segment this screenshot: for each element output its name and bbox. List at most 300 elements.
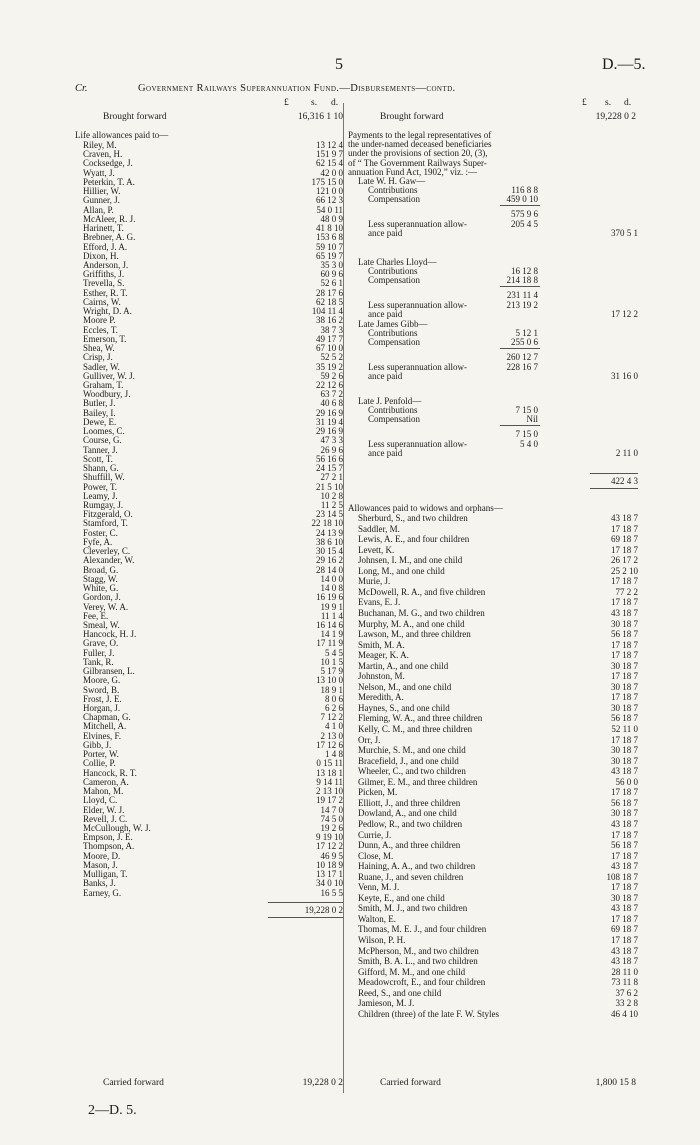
life-allowance-row-amount: 11 1 4 (320, 610, 343, 621)
life-allowance-row-amount: 26 9 6 (320, 444, 343, 455)
life-allowance-row-amount: 48 0 9 (320, 213, 343, 224)
life-allowance-row (83, 335, 343, 344)
life-allowance-row (83, 686, 343, 695)
right-brought-forward-label: Brought forward (380, 112, 444, 122)
widow-allowance-row-amount: 30 18 7 (611, 702, 638, 713)
life-allowance-row (83, 307, 343, 316)
widow-allowance-row-label: Murchie, S. M., and one child (358, 745, 466, 756)
rep-comp-gaw-label: Compensation (368, 194, 420, 205)
life-allowance-row-label: Woodbury, J. (83, 389, 131, 400)
widow-allowance-row-amount: 17 18 7 (611, 671, 638, 682)
life-allowance-row-amount: 30 15 4 (316, 546, 343, 557)
life-allowance-row (83, 483, 343, 492)
widow-allowance-row-amount: 25 2 10 (611, 565, 638, 576)
rep-less-lloyd-label: Less superannuation allow- (368, 299, 467, 310)
rep-contrib-gaw-label: Contributions (368, 185, 418, 196)
widow-allowance-row-label: Johnston, M. (358, 671, 405, 682)
widow-allowance-row-amount: 73 11 8 (611, 977, 638, 988)
life-allowance-row-label: Shea, W. (83, 343, 115, 354)
life-allowance-row-label: Griffiths, J. (83, 269, 125, 280)
widow-allowance-row (358, 841, 638, 850)
widow-allowance-row (358, 514, 638, 523)
widow-allowance-row-amount: 69 18 7 (611, 534, 638, 545)
widow-allowance-row (358, 641, 638, 650)
widow-allowance-row (358, 588, 638, 597)
widow-allowance-row-label: McPherson, M., and two children (358, 945, 479, 956)
life-allowance-row-amount: 13 12 4 (316, 140, 343, 150)
widow-allowance-row-amount: 43 18 7 (611, 513, 638, 523)
life-allowance-row-label: Empson, J. E. (83, 832, 133, 843)
life-allowance-row (83, 446, 343, 455)
widow-allowance-row-amount: 30 18 7 (611, 808, 638, 819)
rep-less-penfold-label: Less superannuation allow- (368, 438, 467, 449)
widow-allowance-row (358, 978, 638, 987)
widow-allowance-row (358, 704, 638, 713)
life-allowance-row-label: Allan, P. (83, 204, 114, 215)
life-allowance-row (83, 344, 343, 353)
widow-allowance-row-label: Jamieson, M. J. (358, 998, 415, 1009)
rep-contrib-penfold-label: Contributions (368, 405, 418, 416)
life-allowance-row-amount: 16 5 5 (320, 887, 343, 898)
rep-comp-lloyd (368, 276, 538, 285)
life-allowance-row (83, 353, 343, 362)
widow-allowance-row-label: Thomas, M. E. J., and four children (358, 924, 487, 935)
widow-allowance-row (358, 693, 638, 702)
widow-allowance-row (358, 778, 638, 787)
widow-allowance-row-label: Haynes, S., and one child (358, 702, 450, 713)
left-pounds-head: £ (284, 98, 289, 108)
life-allowance-row (83, 695, 343, 704)
life-allowance-row-label: Grave, O. (83, 638, 119, 649)
widow-allowance-row-label: Keyte, E., and one child (358, 892, 445, 903)
widow-allowance-row (358, 947, 638, 956)
widow-allowance-row-label: Meadowcroft, E., and four children (358, 977, 486, 988)
life-allowance-row-label: Shuffill, W. (83, 472, 125, 483)
life-allowance-row-amount: 29 16 2 (316, 555, 343, 566)
life-allowance-row-label: McCullough, W. J. (83, 823, 151, 834)
life-allowance-row (83, 787, 343, 796)
rep-contrib-lloyd-amount: 16 12 8 (511, 266, 538, 277)
widow-allowance-row-label: Evans, E. J. (358, 597, 401, 608)
left-brought-forward-label: Brought forward (103, 112, 167, 122)
widow-allowance-row-amount: 17 18 7 (611, 935, 638, 945)
life-allowance-row-amount: 11 2 5 (320, 499, 343, 510)
life-allowance-row (83, 159, 343, 168)
life-allowance-row-amount: 22 18 10 (311, 518, 343, 529)
life-allowance-row-label: Dixon, H. (83, 250, 119, 261)
widow-allowance-row-label: Pedlow, R., and two children (358, 818, 463, 829)
life-allowance-row-amount: 74 5 0 (320, 813, 343, 824)
widow-allowance-row-amount: 43 18 7 (611, 818, 638, 829)
widow-allowance-row (358, 609, 638, 618)
widow-allowance-row (358, 746, 638, 755)
reps-intro-line-label: the under-named deceased beneficiaries (348, 139, 492, 150)
life-allowance-row-amount: 47 3 3 (320, 435, 343, 446)
life-allowance-row (83, 649, 343, 658)
widow-allowance-row (358, 525, 638, 534)
life-allowance-row-amount: 7 12 2 (320, 712, 343, 723)
widow-allowance-row-label: Fleming, W. A., and three children (358, 713, 483, 724)
life-allowance-row-amount: 10 2 8 (320, 490, 343, 501)
widow-allowance-row (358, 883, 638, 892)
life-allowance-row-amount: 29 16 9 (316, 407, 343, 418)
widow-allowance-row (358, 968, 638, 977)
life-allowance-row-amount: 6 2 6 (325, 703, 343, 714)
reps-subtotal (540, 477, 638, 486)
widow-allowance-row-amount: 17 18 7 (611, 650, 638, 661)
widow-allowance-row-amount: 17 18 7 (611, 692, 638, 703)
widow-allowance-row-label: Dunn, A., and three children (358, 840, 461, 851)
life-allowance-row-amount: 40 6 8 (320, 398, 343, 409)
life-allowance-row (83, 676, 343, 685)
widow-allowance-row (358, 989, 638, 998)
page-title: Government Railways Superannuation Fund.—Disbursements—contd. (138, 83, 456, 94)
right-carried-forward-amount: 1,800 15 8 (595, 1078, 636, 1088)
rep-less-lloyd-amount: 213 19 2 (506, 299, 538, 310)
widow-allowance-row (358, 651, 638, 660)
column-divider (343, 103, 344, 1093)
rep-net-lloyd (368, 310, 638, 319)
life-allowance-row-amount: 62 18 5 (316, 296, 343, 307)
widow-allowance-row-amount: 26 17 2 (611, 555, 638, 566)
life-allowance-row-amount: 59 2 6 (320, 370, 343, 381)
life-allowance-row-amount: 14 7 0 (320, 804, 343, 815)
widow-allowance-row-label: Children (three) of the late F. W. Styles (358, 1008, 500, 1019)
widow-allowance-row-label: Elliott, J., and three children (358, 797, 461, 808)
life-allowance-row-label: Mason, J. (83, 859, 118, 870)
widow-allowance-row (358, 672, 638, 681)
left-carried-forward-label: Carried forward (103, 1078, 164, 1088)
widow-allowance-row-label: Meager, K. A. (358, 650, 409, 661)
rep-sum-gibb-amount: 260 12 7 (506, 352, 538, 363)
life-allowance-row-label: Loomes, C. (83, 426, 125, 437)
rep-rule-gaw (500, 205, 540, 206)
life-allowance-row-amount: 19 9 1 (320, 601, 343, 612)
life-allowance-row-label: Gordon, J. (83, 592, 121, 603)
reps-subtotal-rule (590, 473, 638, 474)
life-allowance-row-label: Butler, J. (83, 398, 116, 409)
widow-allowance-row-amount: 43 18 7 (611, 945, 638, 956)
life-allowance-row-label: Hillier, W. (83, 186, 121, 197)
life-allowance-row (83, 750, 343, 759)
rep-net-lloyd-amount: 17 12 2 (611, 308, 638, 319)
rep-less-penfold-amount: 5 4 0 (520, 438, 538, 449)
life-allowance-row-label: Smeal, W. (83, 619, 120, 630)
life-allowance-row-amount: 14 0 0 (320, 573, 343, 584)
credit-label: Cr. (75, 83, 88, 94)
life-allowance-row-amount: 9 19 10 (316, 832, 343, 843)
widow-allowance-row-label: Currie, J. (358, 829, 392, 840)
rep-net-lloyd-label: ance paid (368, 308, 403, 319)
reps-intro-line-label: of “ The Government Railways Super- (348, 157, 487, 168)
life-allowance-row-label: Bailey, I. (83, 407, 116, 418)
widow-allowance-row (358, 894, 638, 903)
life-allowance-row-amount: 38 6 10 (316, 536, 343, 547)
life-allowance-row-label: Foster, C. (83, 527, 118, 538)
rep-comp-penfold (368, 415, 538, 424)
rep-net-penfold-amount: 2 11 0 (615, 447, 638, 458)
life-allowance-row (83, 187, 343, 196)
widow-allowance-row-amount: 43 18 7 (611, 766, 638, 777)
widow-allowance-row (358, 556, 638, 565)
life-allowance-row-label: Moore P. (83, 315, 116, 326)
life-allowance-row-label: Verey, W. A. (83, 601, 129, 612)
life-allowance-row-label: Moore, G. (83, 675, 121, 686)
life-allowance-row-label: Collie, P. (83, 758, 116, 769)
life-allowance-row-label: Cairns, W. (83, 296, 121, 307)
life-allowance-row (83, 639, 343, 648)
life-allowance-row (83, 575, 343, 584)
widow-allowance-row (358, 598, 638, 607)
life-allowance-row-label: Wright, D. A. (83, 306, 132, 317)
widow-allowance-row-label: Ruane, J., and seven children (358, 871, 464, 882)
rep-less-gibb-label: Less superannuation allow- (368, 361, 467, 372)
widow-allowance-row-label: Sherburd, S., and two children (358, 513, 468, 523)
widow-allowance-row-amount: 28 11 0 (611, 966, 638, 977)
life-allowance-row-label: Gilbransen, L. (83, 666, 135, 677)
rep-net-gaw-amount: 370 5 1 (611, 227, 638, 238)
life-allowance-row-label: Tanner, J. (83, 444, 118, 455)
life-allowance-row-label: Eccles, T. (83, 324, 118, 335)
life-allowance-row-label: Fyfe, A. (83, 536, 113, 547)
life-allowance-row (83, 178, 343, 187)
widow-allowance-row-amount: 17 18 7 (611, 850, 638, 861)
life-allowance-row-label: Lloyd, C. (83, 795, 118, 806)
life-allowance-row-amount: 16 14 6 (316, 619, 343, 630)
left-total-rule-bottom (268, 917, 344, 918)
widow-allowance-row-label: Gilmer, E. M., and three children (358, 776, 478, 787)
widow-allowance-row-label: Martin, A., and one child (358, 660, 449, 671)
widow-allowance-row-label: Murie, J. (358, 576, 391, 587)
life-allowance-row-amount: 104 11 4 (311, 306, 343, 317)
life-allowance-row-amount: 13 18 1 (316, 767, 343, 778)
rep-title-lloyd-label: Late Charles Lloyd— (358, 257, 437, 267)
rep-rule-gibb (500, 348, 540, 349)
rep-contrib-gibb-amount: 5 12 1 (515, 328, 538, 339)
rep-comp-gibb-amount: 255 0 6 (511, 337, 538, 348)
widow-allowance-row-amount: 30 18 7 (611, 618, 638, 629)
life-allowances-title: Life allowances paid to— (75, 130, 169, 140)
life-allowance-row-label: Graham, T. (83, 379, 124, 390)
life-allowance-row-amount: 62 15 4 (316, 158, 343, 169)
life-allowance-row-amount: 24 15 7 (316, 463, 343, 474)
life-allowance-row (83, 529, 343, 538)
widow-allowance-row-label: Saddler, M. (358, 523, 400, 534)
life-allowance-row-amount: 175 15 0 (311, 176, 343, 187)
life-allowance-row-label: Elvines, F. (83, 730, 122, 741)
rep-net-gaw (368, 229, 638, 238)
footer-code: 2—D. 5. (88, 1103, 137, 1118)
life-allowance-row-label: Elder, W. J. (83, 804, 125, 815)
widow-allowance-row (358, 630, 638, 639)
rep-comp-gibb (368, 338, 538, 347)
widow-allowance-row-amount: 17 18 7 (611, 829, 638, 840)
widow-allowance-row-label: Picken, M. (358, 787, 398, 798)
life-allowance-row-label: Fitzgerald, O. (83, 509, 133, 520)
widow-allowance-row-amount: 43 18 7 (611, 607, 638, 618)
widow-allowance-row (358, 852, 638, 861)
widow-allowance-row (358, 535, 638, 544)
widow-allowance-row (358, 757, 638, 766)
life-allowance-row-label: Crisp, J. (83, 352, 113, 363)
life-allowance-row-amount: 65 19 7 (316, 250, 343, 261)
left-brought-forward-amount: 16,316 1 10 (297, 112, 343, 122)
life-allowance-row-amount: 21 5 10 (316, 481, 343, 492)
life-allowance-row-amount: 153 6 8 (316, 232, 343, 243)
widow-allowance-row-label: Haining, A. A., and two children (358, 861, 476, 872)
rep-sum-penfold-amount: 7 15 0 (515, 429, 538, 440)
life-allowance-row-label: Peterkin, T. A. (83, 176, 135, 187)
life-allowance-row-label: Sword, B. (83, 684, 120, 695)
life-allowance-row (83, 732, 343, 741)
widow-allowance-row (358, 567, 638, 576)
life-allowance-row-label: Anderson, J. (83, 259, 129, 270)
life-allowance-row (83, 722, 343, 731)
widow-allowance-row-amount: 17 18 7 (611, 523, 638, 534)
life-allowance-row-amount: 13 17 1 (316, 869, 343, 880)
widow-allowance-row (358, 925, 638, 934)
rep-rule-penfold (500, 425, 540, 426)
life-allowance-row (83, 233, 343, 242)
life-allowance-row-amount: 19 2 6 (320, 823, 343, 834)
life-allowance-row-amount: 17 11 9 (316, 638, 343, 649)
widow-allowance-row-amount: 17 18 7 (611, 913, 638, 924)
widow-allowance-row-label: Johnsen, I. M., and one child (358, 555, 463, 566)
life-allowance-row (83, 473, 343, 482)
life-allowance-row-label: Thompson, A. (83, 841, 135, 852)
life-allowance-row-amount: 24 13 9 (316, 527, 343, 538)
life-allowance-row (83, 630, 343, 639)
life-allowance-row (83, 852, 343, 861)
life-allowance-row-label: McAleer, R. J. (83, 213, 136, 224)
widow-allowance-row-label: Orr, J. (358, 734, 381, 745)
life-allowance-row-amount: 18 9 1 (320, 684, 343, 695)
life-allowance-row-amount: 2 13 0 (320, 730, 343, 741)
life-allowance-row-amount: 38 7 3 (320, 324, 343, 335)
life-allowance-row-label: Shann, G. (83, 463, 119, 474)
life-allowance-row (83, 436, 343, 445)
life-allowance-row (83, 141, 343, 150)
life-allowance-row (83, 612, 343, 621)
widow-allowance-row-label: Wilson, P. H. (358, 935, 406, 945)
life-allowance-row-amount: 56 16 6 (316, 453, 343, 464)
widow-allowance-row-label: Kelly, C. M., and three children (358, 724, 473, 734)
life-allowance-row-amount: 14 1 9 (320, 629, 343, 640)
widow-allowance-row-amount: 69 18 7 (611, 924, 638, 935)
widow-allowance-row (358, 662, 638, 671)
life-allowance-row-label: Scott, T. (83, 453, 113, 464)
widow-allowance-row-amount: 30 18 7 (611, 660, 638, 671)
rep-comp-gaw (368, 195, 538, 204)
life-allowance-row (83, 603, 343, 612)
life-allowance-row (83, 870, 343, 879)
rep-comp-gibb-label: Compensation (368, 337, 420, 348)
life-allowance-row (83, 584, 343, 593)
life-allowance-row-amount: 4 1 0 (325, 721, 343, 732)
life-allowance-row-label: Earney, G. (83, 887, 122, 898)
life-allowance-row-label: Course, G. (83, 435, 122, 446)
life-allowance-row-label: Alexander, W. (83, 555, 135, 566)
right-pounds-head: £ (582, 98, 587, 108)
life-allowance-row-amount: 14 0 8 (320, 583, 343, 594)
widow-allowance-row-label: Smith, M. J., and two children (358, 903, 468, 914)
rep-contrib-penfold-amount: 7 15 0 (515, 405, 538, 416)
widow-allowance-row (358, 1010, 638, 1019)
rep-comp-lloyd-amount: 214 18 8 (506, 275, 538, 286)
life-allowance-row-label: Tank, R. (83, 656, 114, 667)
widow-allowance-row-amount: 33 2 8 (615, 998, 638, 1009)
life-allowance-row-amount: 52 6 1 (320, 278, 343, 289)
widow-allowance-row-amount: 56 0 0 (615, 776, 638, 787)
rep-net-penfold-label: ance paid (368, 447, 403, 458)
widow-allowance-row-amount: 30 18 7 (611, 892, 638, 903)
life-allowance-row-label: Hancock, R. T. (83, 767, 137, 778)
widow-allowance-row-amount: 77 2 2 (615, 586, 638, 597)
life-allowance-row-label: Chapman, G. (83, 712, 131, 723)
life-allowance-row-label: Revell, J. C. (83, 813, 128, 824)
life-allowance-row-label: Esther, R. T. (83, 287, 128, 298)
left-total-rule (268, 902, 344, 903)
widow-allowance-row (358, 683, 638, 692)
life-allowance-row-amount: 5 17 9 (320, 666, 343, 677)
widow-allowance-row-amount: 30 18 7 (611, 745, 638, 756)
life-allowance-row-label: Cleverley, C. (83, 546, 131, 557)
reps-intro-line-label: Payments to the legal representatives of (348, 130, 492, 140)
life-allowance-row-amount: 9 14 11 (316, 776, 343, 787)
right-brought-forward-amount: 19,228 0 2 (595, 112, 636, 122)
rep-less-gibb-amount: 228 16 7 (506, 361, 538, 372)
life-allowance-row (83, 889, 343, 898)
reps-intro-line-label: under the provisions of section 20, (3), (348, 148, 488, 159)
life-allowance-row-label: Rumgay, J. (83, 499, 124, 510)
widow-allowance-row-amount: 46 4 10 (611, 1008, 638, 1019)
life-allowance-row-amount: 42 0 0 (320, 167, 343, 178)
life-allowance-row-amount: 23 14 5 (316, 509, 343, 520)
left-total: 19,228 0 2 (304, 905, 343, 915)
life-allowance-row-amount: 22 12 6 (316, 379, 343, 390)
life-allowance-row-amount: 52 5 2 (320, 352, 343, 363)
widow-allowance-row-amount: 56 18 7 (611, 840, 638, 851)
reps-intro-line-label: annuation Fund Act, 1902,” viz. :— (348, 166, 477, 177)
widow-allowance-row-amount: 56 18 7 (611, 713, 638, 724)
life-allowance-row-label: Mahon, M. (83, 786, 124, 797)
widow-allowance-row (358, 767, 638, 776)
rep-title-gibb-label: Late James Gibb— (358, 319, 428, 329)
rep-contrib-gaw-amount: 116 8 8 (511, 185, 538, 196)
widow-allowance-row (358, 809, 638, 818)
widow-allowance-row (358, 831, 638, 840)
life-allowance-row-amount: 2 13 10 (316, 786, 343, 797)
rep-net-gibb (368, 372, 638, 381)
widow-allowance-row-amount: 108 18 7 (606, 871, 638, 882)
life-allowance-row-label: Broad, G. (83, 564, 119, 575)
life-allowance-row (83, 593, 343, 602)
life-allowance-row (83, 455, 343, 464)
widow-allowance-row-label: Levett, K. (358, 544, 395, 555)
life-allowance-row-amount: 67 10 0 (316, 343, 343, 354)
life-allowance-row-amount: 31 19 4 (316, 416, 343, 427)
rep-contrib-gibb-label: Contributions (368, 328, 418, 339)
life-allowance-row-amount: 41 8 10 (316, 223, 343, 234)
life-allowance-row-label: Fee, E. (83, 610, 109, 621)
widow-allowance-row (358, 936, 638, 945)
life-allowance-row-amount: 16 19 6 (316, 592, 343, 603)
widow-allowance-row (358, 862, 638, 871)
left-pence-head: d. (331, 98, 339, 108)
widow-allowance-row-label: Reed, S., and one child (358, 987, 442, 998)
life-allowance-row (83, 316, 343, 325)
rep-title-penfold-label: Late J. Penfold— (358, 396, 422, 406)
